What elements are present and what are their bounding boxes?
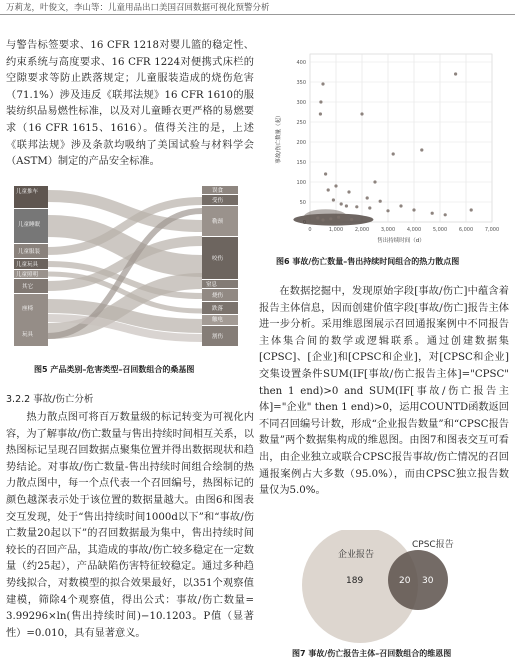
scatter-point bbox=[332, 198, 335, 201]
scatter-point bbox=[345, 204, 348, 207]
left-paragraph-2 bbox=[6, 410, 254, 642]
venn-set-b-label: CPSC报告 bbox=[412, 540, 454, 550]
sankey-left-label: 儿童服装 bbox=[18, 249, 41, 255]
scatter-point bbox=[347, 190, 350, 193]
sankey-diagram bbox=[14, 186, 240, 348]
right-para-text: 在数据挖掘中，发现原始字段[事故/伤亡]中蕴含着报告主体信息，因而创建价值字段[事故/伤亡]报告主体进一步分析。采用维恩图展示召回通报案例中不同报告主体集合间的数学或逻辑联系。通过创建数据集[CPSC]、[企业]和[CPSC和企业]，对[CPSC和企业]交集设置条件SUM(IF[事故/伤亡报告主体]="CPSC" then 1 end)>0 and SUM(IF[事故/伤亡报告主体]="企业" then 1 end)>0，运用COUNTD函数返回不同召回编号计数，形成“企业报告数量”和“CPSC报告数量”两个数据集构成的维恩图。由图7和图表交互可看出，由企业独立或联合CPSC报告事故/伤亡情况的召回通报案例占大多数（95.0%），而由CPSC独立报告数量仅为5.0%。 bbox=[259, 286, 509, 497]
left-para2-text: 热力散点图可将百万数量级的标记转变为可视化内容，为了解事故/伤亡数量与售出持续时间相互关系，以热图标记呈现召回数据点聚集位置并得出数据现状和趋势结论。对事故/伤亡数量-售出持续时间组合绘制的热力散点图中，每一个点代表一个召回编号，热图标记的颜色越深表示处于该位置的数据量越大。由图6和图表交互发现，处于“售出持续时间1000d以下”和“事故/伤亡数量20起以下”的召回数据最为集中，售出持续时间较长的召回产品，其造成的事故/伤亡较多稳定在一定数量（约25起），产品缺陷伤害特征较稳定。通过多种趋势线拟合，对数模型的拟合效果最好，以351个观察值建模，筛除4个观察值，得出公式：事故/伤亡数量= 3.99296×ln(售出持续时间)−10.1203。P值（显著性）=0.010，具有显著意义。 bbox=[6, 412, 254, 639]
scatter-chart bbox=[270, 46, 500, 256]
x-tick-label: 4,000 bbox=[406, 227, 422, 233]
sankey-right-label: 烧伤 bbox=[212, 293, 224, 299]
scatter-point bbox=[454, 72, 457, 75]
scatter-point bbox=[329, 217, 332, 220]
scatter-point bbox=[392, 152, 395, 155]
sankey-left-label: 座椅 bbox=[22, 306, 34, 312]
sankey-left-label: 儿童玩具 bbox=[16, 262, 39, 268]
scatter-point bbox=[350, 218, 353, 221]
y-tick-label: 200 bbox=[296, 140, 306, 146]
right-paragraph bbox=[259, 284, 509, 500]
x-tick-label: 2,000 bbox=[354, 227, 370, 233]
y-tick-label: 100 bbox=[296, 180, 306, 186]
plot-area bbox=[310, 54, 492, 222]
section-title: 3.2.2 事故/伤亡分析 bbox=[6, 394, 94, 405]
sankey-right-label: 咬伤 bbox=[212, 256, 224, 262]
left-paragraph-1 bbox=[6, 38, 254, 171]
venn-a-only-count: 189 bbox=[346, 576, 364, 586]
y-tick-label: 150 bbox=[296, 160, 306, 166]
scatter-point bbox=[368, 206, 371, 209]
scatter-point bbox=[399, 204, 402, 207]
y-tick-label: 50 bbox=[299, 200, 306, 206]
x-tick-label: 7,000 bbox=[484, 227, 500, 233]
venn-diagram bbox=[300, 530, 480, 650]
x-axis-label: 售出持续时间（d） bbox=[377, 238, 425, 244]
sankey-right-label: 窒息 bbox=[206, 282, 218, 288]
y-axis-label: 事故/伤亡数量（起） bbox=[276, 112, 282, 164]
scatter-point bbox=[386, 209, 389, 212]
scatter-point bbox=[316, 216, 319, 219]
scatter-point bbox=[412, 208, 415, 211]
sankey-right-label: 跌落 bbox=[212, 306, 224, 312]
scatter-point bbox=[337, 216, 340, 219]
sankey-right-label: 勒颈 bbox=[212, 219, 224, 225]
scatter-point bbox=[379, 200, 382, 203]
scatter-point bbox=[319, 100, 322, 103]
scatter-point bbox=[321, 218, 324, 221]
scatter-point bbox=[360, 112, 363, 115]
venn-set-a-label: 企业报告 bbox=[338, 550, 375, 560]
scatter-point bbox=[444, 213, 447, 216]
venn-both-count: 20 bbox=[399, 576, 411, 586]
header-text: 万莉龙，叶俊文，李山等：儿童用品出口美国召回数据可视化预警分析 bbox=[6, 3, 270, 13]
scatter-point bbox=[373, 180, 376, 183]
x-tick-label: 5,000 bbox=[432, 227, 448, 233]
heat-cluster bbox=[304, 209, 348, 225]
sankey-right-label: 割伤 bbox=[212, 334, 224, 340]
y-tick-label: 300 bbox=[296, 100, 306, 106]
scatter-point bbox=[470, 208, 473, 211]
sankey-left-label: 儿童睡眠 bbox=[18, 222, 41, 228]
y-tick-label: 250 bbox=[296, 120, 306, 126]
left-para1-text: 与警告标签要求、16 CFR 1218对婴儿篮的稳定性、约束系统与高度要求、16 CFR 1224对便携式床栏的空隙要求等防止跌落规定；儿童服装造成的烧伤危害（71.1%）涉及违反《联邦法规》16 CFR 1610的服装纺织品易燃性标准，以及对儿童睡衣更严格的易燃要求（16 CFR 1615、1616）。值得关注的是，上述《联邦法规》涉及条款均吸纳了美国试验与材料学会（ASTM）制定的产品安全标准。 bbox=[6, 40, 254, 168]
scatter-point bbox=[420, 148, 423, 151]
x-tick-label: 1,000 bbox=[328, 227, 344, 233]
venn-set-b bbox=[388, 550, 448, 610]
sankey-left-label: 儿童照明 bbox=[16, 272, 39, 278]
running-header bbox=[0, 0, 515, 15]
scatter-point bbox=[366, 196, 369, 199]
scatter-point bbox=[431, 212, 434, 215]
scatter-point bbox=[321, 82, 324, 85]
scatter-point bbox=[355, 205, 358, 208]
sankey-right-label: 触电 bbox=[212, 317, 224, 323]
scatter-point bbox=[340, 202, 343, 205]
sankey-right-label: 误食 bbox=[212, 188, 224, 194]
y-tick-label: 400 bbox=[296, 60, 306, 66]
sankey-left-label: 儿童推车 bbox=[16, 189, 39, 195]
x-tick-label: 0 bbox=[308, 227, 312, 233]
fig5-caption: 图5 产品类别–危害类型–召回数组合的桑基图 bbox=[34, 365, 195, 374]
x-tick-label: 6,000 bbox=[458, 227, 474, 233]
sankey-right-label: 受伤 bbox=[212, 198, 224, 204]
scatter-point bbox=[327, 188, 330, 191]
sankey-left-label: 其它 bbox=[22, 284, 34, 290]
y-tick-label: 350 bbox=[296, 80, 306, 86]
x-tick-label: 3,000 bbox=[380, 227, 396, 233]
sankey-left-label: 玩具 bbox=[22, 332, 34, 338]
fig6-caption: 图6 事故/伤亡数量–售出持续时间组合的热力散点图 bbox=[276, 257, 460, 266]
scatter-point bbox=[319, 112, 322, 115]
fig7-caption: 图7 事故/伤亡报告主体–召回数组合的维恩图 bbox=[292, 649, 452, 658]
scatter-point bbox=[324, 172, 327, 175]
scatter-point bbox=[334, 184, 337, 187]
venn-b-only-count: 30 bbox=[422, 576, 434, 586]
